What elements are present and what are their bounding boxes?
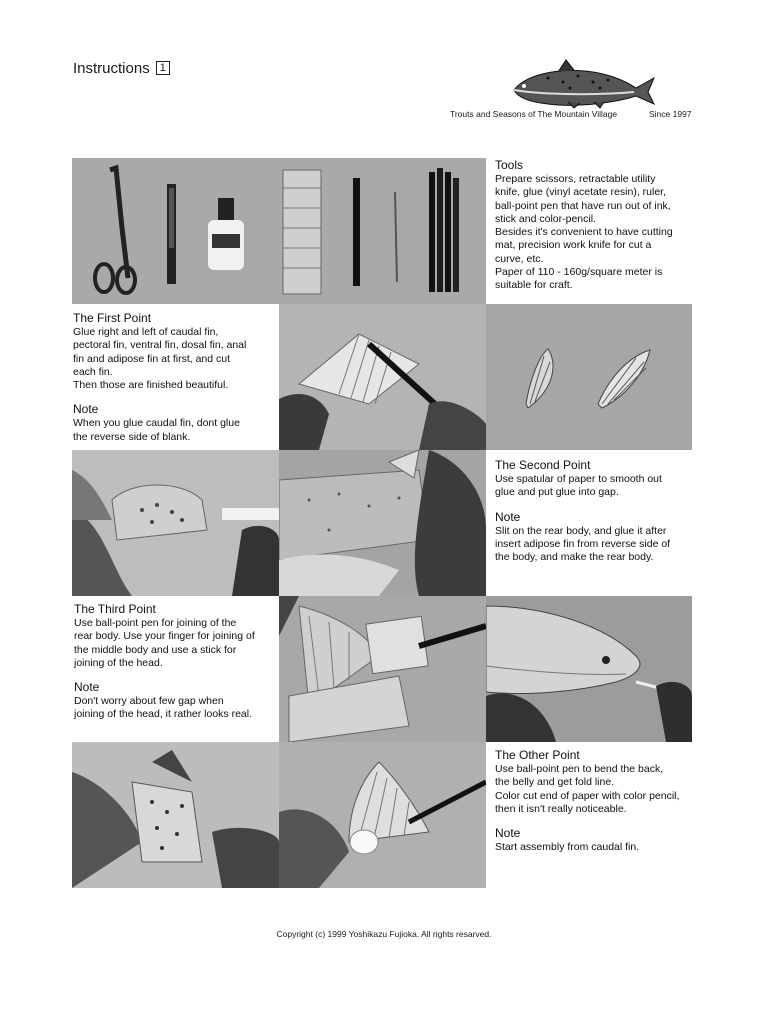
tagline: Trouts and Seasons of The Mountain Village [450, 109, 618, 119]
third-point-note-line: joining of the head, it rather looks real. [74, 708, 253, 721]
third-point-line: the middle body and use a stick for [74, 643, 237, 656]
page-title [73, 60, 170, 77]
other-point-photo-fold [72, 742, 279, 888]
third-point-note-line: Don't worry about few gap when [74, 695, 224, 708]
tools-line: Besides it's convenient to have cutting [495, 226, 673, 239]
first-point-photo-gluing [279, 304, 486, 450]
tools-photo [72, 158, 486, 304]
other-point-photo-color [279, 742, 486, 888]
third-point-line: joining of the head. [74, 656, 163, 669]
second-point-text [495, 458, 695, 564]
title-text: Instructions [73, 60, 150, 77]
first-point-photo-fins [486, 304, 692, 450]
third-point-line: Use ball-point pen for joining of the [74, 617, 237, 629]
tools-line: Paper of 110 - 160g/square meter is [495, 266, 663, 279]
other-point-note-line: Start assembly from caudal fin. [495, 841, 640, 854]
other-point-line: Color cut end of paper with color pencil, [495, 789, 680, 802]
other-point-line: the belly and get fold line. [495, 776, 615, 789]
tools-text [495, 158, 695, 293]
tools-line: Prepare scissors, retractable utility [495, 173, 656, 185]
tools-line: ball-point pen that have run out of ink, [495, 199, 671, 212]
second-point-note-line: Slit on the rear body, and glue it after [495, 524, 667, 537]
first-point-note-line: the reverse side of blank. [73, 430, 191, 443]
since-label: Since 1997 [649, 109, 692, 119]
second-point-line: glue and put glue into gap. [495, 486, 619, 499]
other-point-heading: The Other Point [495, 748, 580, 762]
tools-line: curve, etc. [495, 252, 544, 265]
second-point-note-heading: Note [495, 509, 521, 524]
first-point-text [73, 311, 278, 444]
third-point-text [74, 602, 279, 722]
page-number-box: 1 [156, 61, 170, 75]
tools-line: stick and color-pencil. [495, 212, 596, 225]
second-point-photo-rear-body [279, 450, 486, 596]
second-point-heading: The Second Point [495, 458, 591, 472]
second-point-note-line: insert adipose fin from reverse side of [495, 537, 671, 550]
tools-line: mat, precision work knife for cut a [495, 239, 652, 252]
second-point-photo-spatula [72, 450, 279, 596]
second-point-note-line: the body, and make the rear body. [495, 551, 654, 564]
other-point-line: Use ball-point pen to bend the back, [495, 763, 664, 775]
second-point-line: Use spatular of paper to smooth out [495, 473, 662, 485]
third-point-note-heading: Note [74, 680, 100, 695]
tools-line: suitable for craft. [495, 279, 573, 292]
first-point-line: Glue right and left of caudal fin, [73, 326, 219, 338]
third-point-photo-head [486, 596, 692, 742]
first-point-line: fin and adipose fin at first, and cut [73, 352, 231, 365]
copyright-notice: Copyright (c) 1999 Yoshikazu Fujioka. All rights resarved. [276, 929, 492, 939]
instruction-grid [72, 158, 692, 888]
tools-line: knife, glue (vinyl acetate resin), ruler, [495, 186, 666, 199]
third-point-line: rear body. Use your finger for joining of [74, 630, 255, 643]
third-point-photo-pen [279, 596, 486, 742]
third-point-heading: The Third Point [74, 602, 156, 616]
first-point-note-line: When you glue caudal fin, dont glue [73, 417, 240, 430]
first-point-line: pectoral fin, ventral fin, dosal fin, anal [73, 339, 247, 352]
other-point-line: then it isn't really noticeable. [495, 802, 627, 815]
first-point-line: Then those are finished beautiful. [73, 379, 229, 392]
tools-heading: Tools [495, 158, 524, 172]
first-point-line: each fin. [73, 365, 113, 378]
first-point-note-heading: Note [73, 402, 99, 417]
first-point-heading: The First Point [73, 311, 152, 325]
other-point-note-heading: Note [495, 826, 521, 841]
other-point-text [495, 748, 705, 854]
trout-logo [508, 58, 658, 110]
